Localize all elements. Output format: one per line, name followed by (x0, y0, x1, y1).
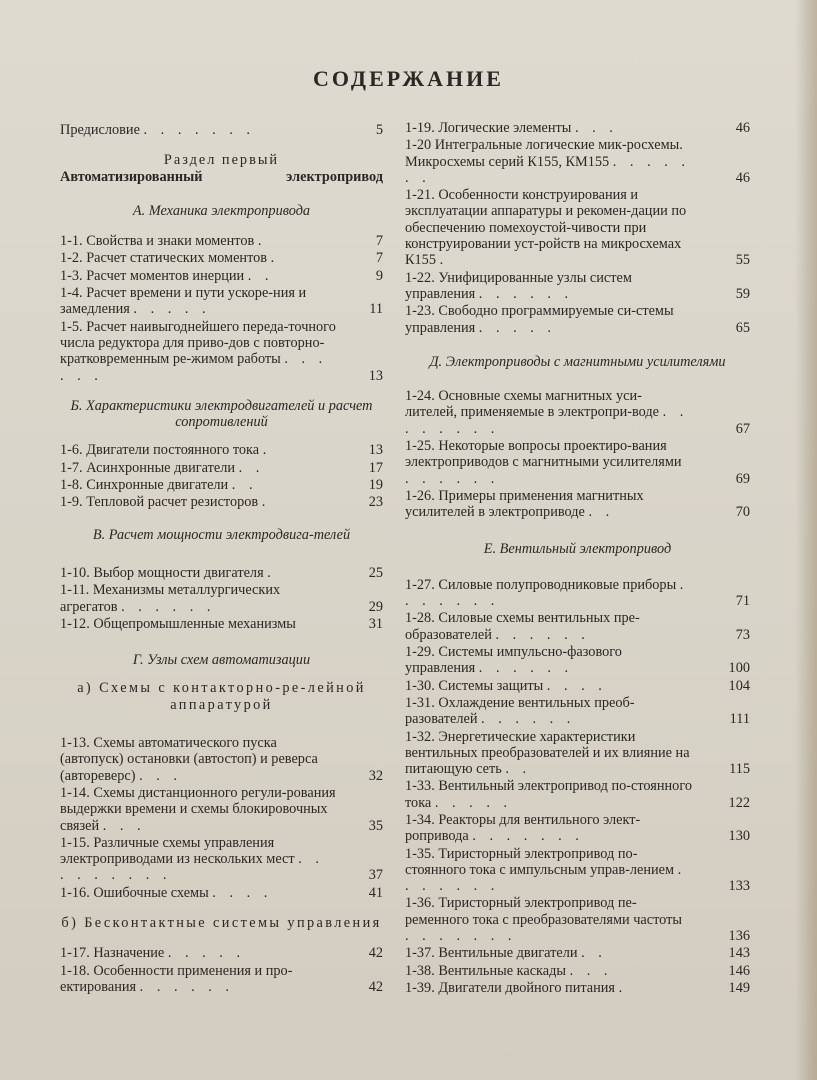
leader-dots: . . (247, 267, 274, 284)
toc-entry (60, 785, 383, 834)
toc-entry (405, 695, 750, 728)
page-number: 41 (368, 884, 383, 901)
entry-title: 1-24. Основные схемы магнитных уси-лителей, применяемые в электропри-воде (405, 388, 660, 421)
toc-entry (405, 644, 750, 677)
page-number: 42 (368, 945, 383, 962)
page-number: 55 (735, 252, 750, 269)
page-number: 149 (728, 979, 750, 996)
leader-dots: . . . . . . (481, 711, 576, 728)
toc-entry (405, 980, 750, 996)
entry-title: 1-10. Выбор мощности двигателя (60, 564, 264, 581)
page-number: 136 (728, 928, 750, 945)
entry-title: 1-34. Реакторы для вентильного элект-ропривода (405, 811, 641, 845)
toc-entry (405, 438, 750, 487)
entry-title: 1-27. Силовые полупроводниковые приборы (405, 576, 677, 593)
leader-dots: . . . . . . . (472, 828, 584, 845)
entry-title: 1-2. Расчет статических моментов (60, 250, 268, 267)
entry-title: 1-1. Свойства и знаки моментов (60, 233, 255, 250)
toc-entry (405, 120, 750, 136)
entry-title: 1-23. Свободно программируемые си-стемы управления (405, 303, 674, 336)
page-number: 23 (368, 494, 383, 511)
entry-title: 1-33. Вентильный электропривод по-стоянного тока (405, 778, 692, 811)
entry-title: 1-11. Механизмы металлургических агрегатов (60, 582, 281, 615)
page-number: 71 (735, 593, 750, 610)
toc-entry-preface: Предисловие . . . . . . . 5 (60, 122, 383, 138)
entry-title: 1-16. Ошибочные схемы (60, 884, 209, 901)
leader-dots: . . . . . . (60, 351, 328, 384)
toc-entry (60, 494, 383, 510)
toc-entry (60, 250, 383, 266)
toc-entry (405, 610, 750, 643)
leader-dots: . . . . . (478, 319, 556, 336)
page-number: 46 (735, 120, 750, 136)
page-number: 133 (728, 878, 750, 895)
page-number: 111 (729, 711, 750, 728)
section-heading-a: А. Механика электропривода (132, 202, 311, 219)
page-title: СОДЕРЖАНИЕ (313, 66, 504, 91)
leader-dots: . . . . . (167, 945, 246, 962)
toc-entry (60, 477, 383, 493)
toc-entry (60, 582, 383, 615)
leader-dots: . . . (102, 817, 146, 834)
page-number: 31 (368, 615, 383, 632)
page-number: 7 (375, 233, 383, 250)
toc-entry (60, 565, 383, 581)
toc-entry (405, 846, 750, 895)
entry-title: 1-18. Особенности применения и про-ектирования (60, 962, 293, 995)
leader-dots: . . . . . . (405, 470, 500, 487)
toc-entry (405, 577, 750, 610)
leader-dots: . . . . . . (478, 660, 574, 677)
toc-entry (60, 963, 383, 996)
entry-title: 1-22. Унифицированные узлы систем управления (405, 269, 632, 302)
leader-dots: . . . . . . (139, 978, 234, 995)
page-number: 69 (735, 470, 750, 487)
entry-title: 1-19. Логические элементы (405, 120, 572, 136)
leader-dots: . . . . (546, 677, 607, 694)
page-number: 9 (375, 267, 383, 284)
leader-dots: . . . (574, 120, 618, 136)
toc-right-column (405, 120, 750, 1000)
page-number: 5 (375, 122, 383, 138)
toc-entry (405, 137, 750, 186)
page-number: 146 (728, 962, 750, 979)
leader-dots: . . . . . . . . . (60, 851, 324, 884)
toc-entry (405, 388, 750, 437)
leader-dots: . (439, 252, 449, 269)
leader-dots: . . . . . . . (405, 576, 689, 610)
page-number: 122 (728, 794, 750, 811)
entry-title: 1-37. Вентильные двигатели (405, 945, 578, 962)
entry-title: 1-26. Примеры применения магнитных усилителей в электроприводе (405, 487, 644, 521)
page-number: 46 (735, 169, 750, 186)
page-number: 17 (368, 459, 383, 476)
entry-title: 1-12. Общепромышленные механизмы (60, 615, 296, 632)
leader-dots: . . (231, 477, 258, 494)
toc-entry (60, 945, 383, 961)
part-title: Автоматизированный электропривод (60, 168, 383, 185)
toc-entry (405, 812, 750, 845)
toc-entry (60, 268, 383, 284)
part-label: Раздел первый (163, 152, 280, 169)
section-heading-d: Д. Электроприводы с магнитными усилителями (429, 353, 726, 370)
page-number: 11 (369, 301, 383, 318)
leader-dots: . (267, 564, 276, 581)
section-heading-e: Е. Вентильный электропривод (483, 540, 672, 557)
toc-entry (405, 729, 750, 778)
page-number: 37 (368, 867, 383, 884)
page-number: 19 (368, 477, 383, 494)
toc-entry (60, 319, 383, 384)
leader-dots: . . . . . (434, 794, 513, 811)
page-number: 115 (729, 761, 750, 778)
leader-dots: . . . . . . . (405, 861, 687, 895)
page-number: 73 (735, 626, 750, 643)
entry-title: 1-25. Некоторые вопросы проектиро-вания электроприводов с магнитными усилителями (405, 438, 682, 471)
entry-title: 1-7. Асинхронные двигатели (60, 459, 235, 476)
entry-title: 1-14. Схемы дистанционного регули-рования выдержки времени и схемы блокировочных связей (60, 784, 336, 834)
toc-entry (60, 460, 383, 476)
toc-entry (405, 945, 750, 961)
leader-dots: . . (581, 945, 607, 962)
subsection-heading-b: б) Бесконтактные системы управления (61, 914, 382, 931)
page-number: 25 (368, 564, 383, 581)
leader-dots: . . . . . . (495, 626, 590, 643)
toc-entry (405, 488, 750, 521)
leader-dots: . (270, 250, 280, 267)
page-number: 29 (368, 598, 383, 615)
entry-title: 1-15. Различные схемы управления электроприводами из нескольких мест (60, 834, 295, 868)
page-number: 100 (728, 660, 750, 677)
leader-dots: . . . . (212, 884, 273, 901)
entry-title: 1-3. Расчет моментов инерции (60, 267, 245, 284)
page-number: 7 (375, 250, 383, 267)
toc-entry (60, 285, 383, 318)
leader-dots: . . . . . . (478, 285, 574, 302)
page-edge-shadow (795, 0, 817, 1080)
section-heading-g: Г. Узлы схем автоматизации (132, 652, 311, 669)
toc-entry (405, 678, 750, 694)
leader-dots: . . . . . . . (405, 153, 690, 186)
toc-entry (60, 442, 383, 458)
entry-title: 1-4. Расчет времени и пути ускоре-ния и замедления (60, 285, 307, 318)
entry-title: 1-35. Тиристорный электропривод по-стоянного тока с импульсным управ-лением (405, 845, 675, 878)
leader-dots: . . . (569, 962, 613, 979)
page-number: 143 (728, 945, 750, 962)
toc-entry (60, 233, 383, 249)
entry-title: 1-39. Двигатели двойного питания (405, 979, 616, 996)
toc-entry (60, 616, 383, 632)
leader-dots: . (257, 233, 267, 250)
leader-dots: . (262, 442, 272, 459)
toc-entry (60, 885, 383, 901)
entry-title: 1-32. Энергетические характеристики вентильных преобразователей и их влияние на питающую сеть (405, 728, 690, 778)
toc-entry (60, 835, 383, 884)
leader-dots: . . . . . (133, 301, 211, 318)
entry-title: 1-29. Системы импульсно-фазового управления (405, 644, 622, 677)
entry-title: 1-21. Особенности конструирования и эксплуатации аппаратуры и рекомен-дации по обеспечению помехоустой-чивости при конструировании уст-ройств на микросхемах К155 (405, 187, 687, 269)
entry-title: 1-6. Двигатели постоянного тока (60, 442, 260, 459)
entry-title: 1-13. Схемы автоматического пуска (автопуск) остановки (автостоп) и реверса (автореверс) (60, 735, 318, 784)
section-heading-v: В. Расчет мощности электродвига-телей (92, 526, 351, 543)
leader-dots: . . (505, 761, 532, 778)
toc-entry (405, 187, 750, 268)
entry-title: 1-36. Тиристорный электропривод пе-ременного тока с преобразователями частоты (405, 895, 682, 928)
entry-title: 1-30. Системы защиты (405, 677, 544, 694)
entry-title: 1-38. Вентильные каскады (405, 962, 566, 979)
page-number: 59 (735, 285, 750, 302)
leader-dots: . . . (139, 767, 182, 784)
entry-title: 1-5. Расчет наивыгоднейшего переда-точного числа редуктора для приво-дов с повторно-кратковременным ре-жимом работы (60, 318, 336, 368)
page-number: 65 (735, 319, 750, 336)
entry-title: 1-8. Синхронные двигатели (60, 477, 229, 494)
entry-title: 1-20 Интегральные логические мик-росхемы. Микросхемы серий К155, КМ155 (405, 137, 683, 170)
leader-dots: . . . . . . (121, 598, 216, 615)
page-number: 13 (368, 442, 383, 459)
page-number: 130 (728, 828, 750, 845)
page-number: 67 (735, 420, 750, 437)
entry-title: 1-31. Охлаждение вентильных преоб-разователей (405, 694, 635, 728)
entry-title: 1-28. Силовые схемы вентильных пре-образователей (405, 610, 640, 643)
toc-entry (405, 303, 750, 336)
toc-entry (405, 778, 750, 811)
page-number: 70 (735, 504, 750, 521)
page-number: 13 (368, 367, 383, 384)
leader-dots: . . (238, 459, 265, 476)
toc-left-column (60, 122, 383, 999)
toc-entry (405, 270, 750, 303)
toc-entry (405, 963, 750, 979)
leader-dots: . (261, 494, 271, 511)
leader-dots: . . . . . . . . (405, 404, 689, 437)
toc-entry (405, 895, 750, 944)
page-number: 32 (368, 767, 383, 784)
leader-dots: . (618, 979, 628, 996)
leader-dots: . . . . . . . (405, 928, 517, 945)
page-number: 42 (368, 978, 383, 995)
leader-dots: . . (588, 504, 615, 521)
entry-title: 1-17. Назначение (60, 945, 165, 962)
subsection-heading-a: а) Схемы с контакторно-ре-лейной аппаратурой (77, 680, 366, 713)
section-heading-b: Б. Характеристики электродвигателей и расчет сопротивлений (70, 397, 373, 431)
toc-entry (60, 735, 383, 784)
page-number: 104 (728, 677, 750, 694)
entry-title: 1-9. Тепловой расчет резисторов (60, 494, 259, 511)
page-number: 35 (368, 817, 383, 834)
